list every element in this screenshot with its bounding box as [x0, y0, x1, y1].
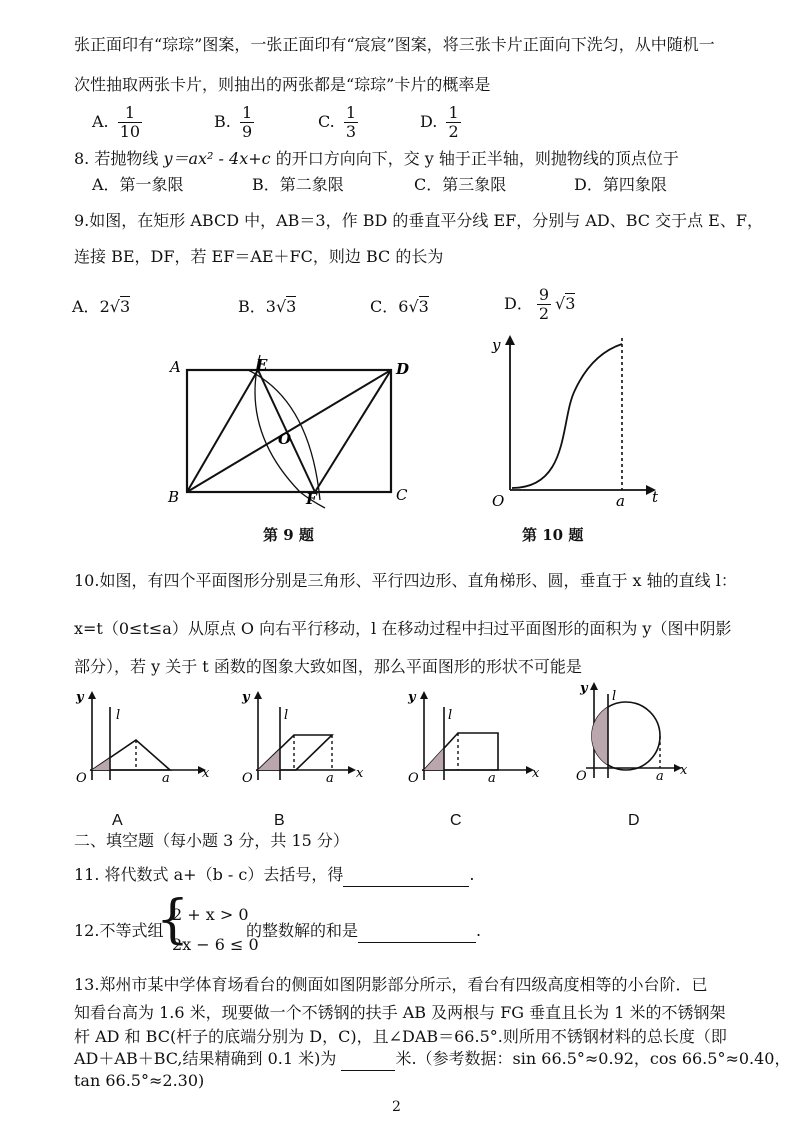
- q10-c-o: O: [408, 771, 419, 786]
- q11: 11. 将代数式 a+（b - c）去括号，得 .: [74, 864, 474, 887]
- q10-a-l: l: [116, 708, 121, 723]
- q13-line4: AD＋AB＋BC,结果精确到 0.1 米)为 米.（参考数据：sin 66.5°≈0.92，cos 66.5°≈0.40，: [74, 1048, 790, 1071]
- q13-line3: 杆 AD 和 BC(杆子的底端分别为 D，C)，且∠DAB＝66.5°.则所用不锈钢材料的总长度（即: [74, 1027, 727, 1046]
- q7-option-a: A. $\frac{1}{10}$: [92, 103, 141, 141]
- q10-d-a: a: [656, 769, 664, 784]
- q12-inequality-2: 2x − 6 ≤ 0: [172, 935, 259, 954]
- q9-line2: 连接 BE，DF，若 EF＝AE＋FC，则边 BC 的长为: [74, 247, 444, 266]
- q10-graph-o: O: [492, 492, 505, 510]
- q7-line2: 次性抽取两张卡片，则抽出的两张都是“琮琮”卡片的概率是: [74, 75, 491, 94]
- q7-option-d: D. $\frac{1}{2}$: [420, 103, 459, 141]
- q10-a-y: y: [76, 690, 84, 705]
- q9-label-d: D: [396, 360, 410, 378]
- q13-line2: 知看台高为 1.6 米，现要做一个不锈钢的扶手 AB 及两根与 FG 垂直且长为 1 米的不锈钢架: [74, 1003, 726, 1022]
- q13-line1: 13.郑州市某中学体育场看台的侧面如图阴影部分所示，看台有四级高度相等的小台阶．已: [74, 975, 708, 994]
- q8-option-a: A．第一象限: [92, 175, 184, 194]
- q9-label-c: C: [396, 486, 408, 504]
- q9-option-d: D． $\frac{9}{2}$ √3: [504, 285, 576, 323]
- q9-label-f: F: [306, 490, 317, 508]
- q10-a-o: O: [76, 771, 87, 786]
- q10-d-y: y: [580, 681, 588, 696]
- q10-option-d-figure: [566, 676, 716, 796]
- q10-b-o: O: [242, 771, 253, 786]
- q10-line1: 10.如图，有四个平面图形分别是三角形、平行四边形、直角梯形、圆，垂直于 x 轴的直线 l：: [74, 571, 737, 590]
- q10-c-x: x: [532, 766, 540, 781]
- q10-b-a: a: [326, 771, 334, 786]
- q9-figure: [160, 340, 420, 530]
- q9-label-o: O: [278, 430, 292, 448]
- q12-prefix: 12.不等式组: [74, 921, 164, 940]
- q10-a-x: x: [202, 766, 210, 781]
- q10-option-b-label: B: [274, 812, 285, 829]
- q9-option-c: C．6√3: [370, 297, 429, 316]
- q10-c-a: a: [488, 771, 496, 786]
- q10-line2: x=t（0≤t≤a）从原点 O 向右平行移动，l 在移动过程中扫过平面图形的面积为 y（图中阴影: [74, 619, 732, 638]
- q7-line1: 张正面印有“琮琮”图案，一张正面印有“宸宸”图案，将三张卡片正面向下洗匀，从中随机一: [74, 35, 715, 54]
- section-2-heading: 二、填空题（每小题 3 分，共 15 分）: [74, 831, 349, 850]
- q10-option-a-label: A: [112, 812, 123, 829]
- q10-option-d-label: D: [628, 812, 640, 829]
- q8-option-c: C．第三象限: [414, 175, 507, 194]
- q10-b-x: x: [356, 766, 364, 781]
- q10-option-a-figure: [70, 685, 220, 795]
- q9-label-a: A: [170, 358, 181, 376]
- q10-graph-y: y: [492, 336, 501, 354]
- q10-d-l: l: [612, 689, 617, 704]
- q10-d-x: x: [680, 763, 688, 778]
- q10-line3: 部分），若 y 关于 t 函数的图象大致如图，那么平面图形的形状不可能是: [74, 657, 582, 676]
- q9-option-a: A．2√3: [72, 297, 131, 316]
- q12-brace: {: [156, 890, 190, 950]
- q10-b-l: l: [284, 708, 289, 723]
- q9-line1: 9.如图，在矩形 ABCD 中，AB＝3，作 BD 的垂直平分线 EF，分别与 AD、BC 交于点 E、F，: [74, 211, 763, 230]
- q8-stem: 8. 若抛物线 y＝ax² - 4x+c 的开口方向向下，交 y 轴于正半轴，则抛物线的顶点位于: [74, 149, 679, 168]
- q9-option-b: B．3√3: [238, 297, 297, 316]
- q8-option-b: B．第二象限: [252, 175, 344, 194]
- q9-label-b: B: [168, 488, 180, 506]
- q9-caption: 第 9 题: [263, 526, 314, 544]
- q10-option-c-label: C: [450, 812, 462, 829]
- q8-option-d: D．第四象限: [574, 175, 667, 194]
- q10-option-c-figure: [402, 685, 552, 795]
- q12-suffix: 的整数解的和是 .: [246, 920, 481, 943]
- q9-label-e: E: [256, 356, 268, 374]
- q10-caption: 第 10 题: [522, 526, 584, 544]
- q10-option-b-figure: [236, 685, 386, 795]
- page-number: 2: [392, 1099, 401, 1115]
- q7-option-c: C. $\frac{1}{3}$: [318, 103, 357, 141]
- q10-a-a: a: [162, 771, 170, 786]
- q7-option-b: B. $\frac{1}{9}$: [214, 103, 253, 141]
- q10-graph: [480, 330, 670, 520]
- q10-d-o: O: [576, 769, 587, 784]
- q13-line5: tan 66.5°≈2.30): [74, 1071, 205, 1090]
- q10-c-l: l: [448, 708, 453, 723]
- q12-inequality-1: 2 + x > 0: [172, 905, 249, 924]
- q10-b-y: y: [242, 690, 250, 705]
- q10-graph-a: a: [616, 492, 625, 510]
- q10-c-y: y: [408, 690, 416, 705]
- q10-graph-t: t: [652, 488, 659, 506]
